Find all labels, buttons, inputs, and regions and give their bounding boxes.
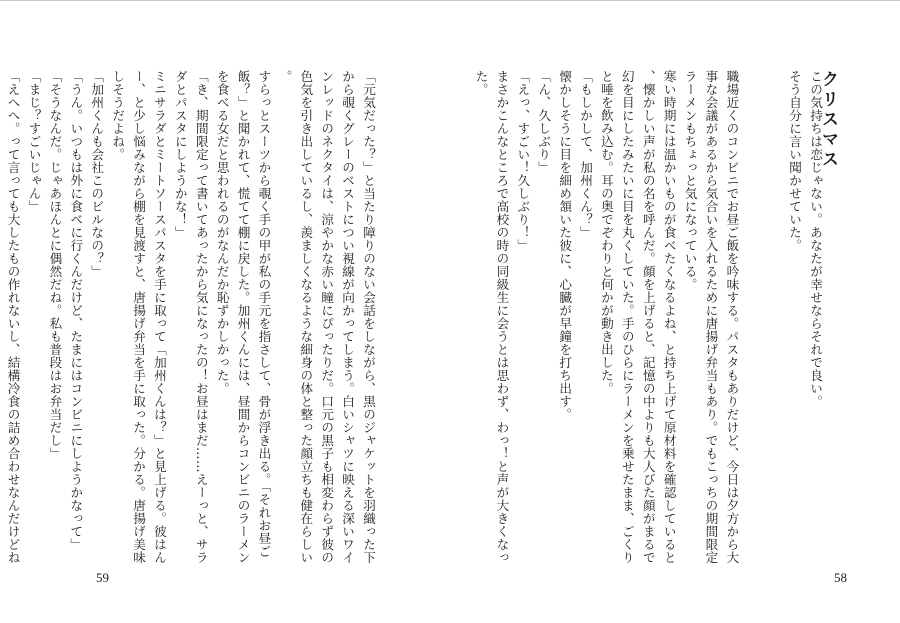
left-page-number: 59 bbox=[96, 570, 109, 585]
left-page-body-text: 「元気だった？」と当たり障りのない会話をしながら、黒のジャケットを羽織った下 から覗くグレーのベストについ視線が向かってしまう。白いシャツに映える深いワイ ンレッドのネクタイは、涼やかな赤い瞳にぴったりだ。口元の黒子も相変わらず彼の 色気を引き出しているし、羨ましくなるような細身の体と整った顔立ちも健在らしい 。 すらっとスーツから覗く手の甲が私の手元を指さして、骨が浮き出る。「それお昼ご 飯？」と聞かれて、慌てて棚に戻した。加州くんには、昼間からコンビニのラーメン を食べる女だと思われるのがなんだか恥ずかしかった。 「き、期間限定って書いてあったから気になったの！お昼はまだ……えーっと、サラ ダとパスタにしようかな！」 ミニサラダとミートソースパスタを手に取って「加州くんは？」と見上げる。彼はん ー、と少し悩みながら棚を見渡すと、唐揚げ弁当を手に取った。分かる。唐揚げ美味 しそうだよね。 「加州くんも会社このビルなの？」 「うん。いつもは外に食べに行くんだけど、たまにはコンビニにしようかなって」 「そうなんだ。じゃあほんとに偶然だね。私も普段はお弁当だし」 「まじ？すごいじゃん」 「えへへ。って言っても大したもの作れないし、結構冷食の詰め合わせなんだけどね bbox=[5, 70, 376, 564]
right-page-number: 58 bbox=[834, 570, 847, 585]
chapter-title: クリスマス bbox=[818, 70, 838, 170]
right-page bbox=[450, 0, 900, 623]
right-page-body-text: この気持ちは恋じゃない。あなたが幸せならそれで良い。 そう自分に言い聞かせていた。 職場近くのコンビニでお昼ご飯を吟味する。パスタもありだけど、今日は夕方から大 事な会議があるから気合いを入れるために唐揚げ弁当もあり。でもこっちの期間限定 ラーメンもちょっと気になっている。 寒い時期には温かいものが食べたくなるよね、と持ち上げて原材料を確認していると 、懐かしい声が私の名を呼んだ。顔を上げると、記憶の中よりも大人びた顔がまるで 幻を目にしたみたいに目を丸くしていた。手のひらにラーメンを乗せたまま、ごくり と唾を飲み込む。耳の奥でぞわりと何かが動き出した。 「もしかして、加州くん？」 懐かしそうに目を細め頷いた彼に、心臓が早鐘を打ち出す。 「ん、久しぶり」 「えっ、すごい！久しぶり！」 まさかこんなところで高校の時の同級生に会うとは思わず、わっ！と声が大きくなっ た。 bbox=[473, 70, 823, 564]
